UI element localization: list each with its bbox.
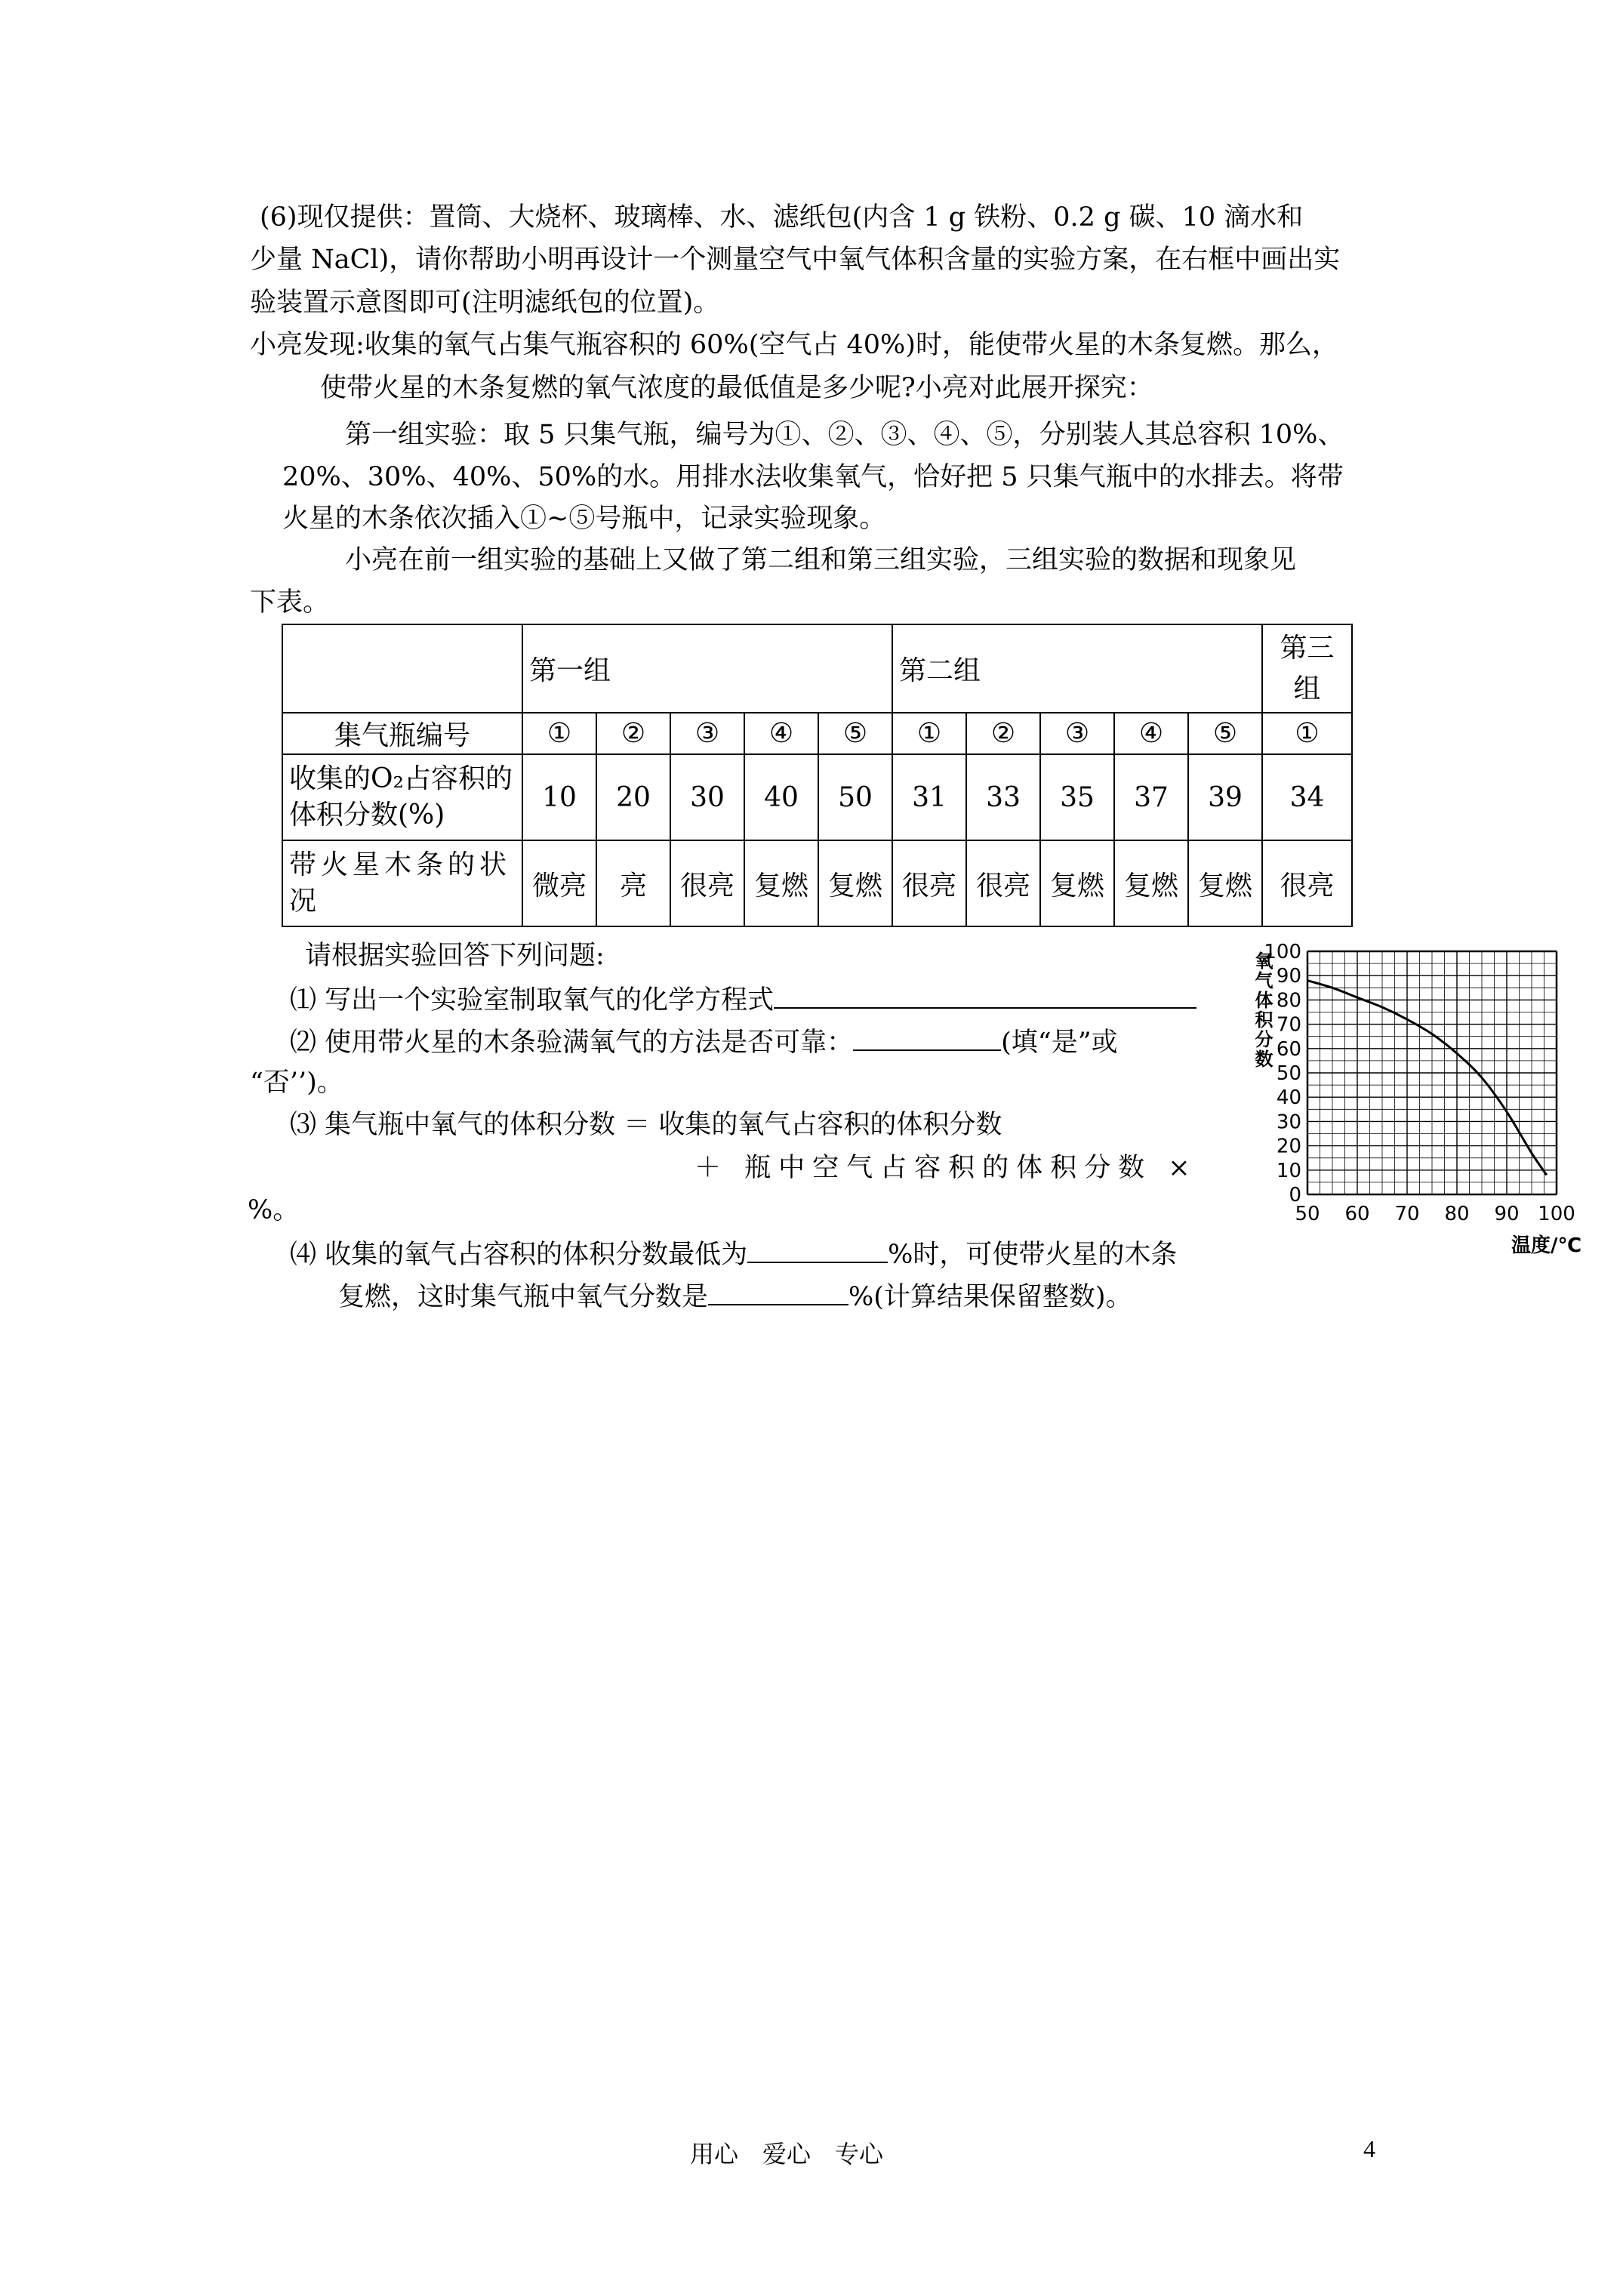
question-4-line-2: [338, 1277, 1132, 1315]
table-cell: 10: [522, 754, 596, 840]
y-tick-label: 70: [1276, 1013, 1301, 1037]
question-4-line-1: [290, 1234, 1177, 1273]
footer-text: 用心 爱心 专心: [690, 2140, 884, 2168]
question-2: [290, 1022, 1118, 1061]
row-label-status: 带火星木条的状况: [282, 840, 522, 926]
question-2-hint: (填“是”或: [1001, 1028, 1118, 1058]
table-cell: 31: [892, 754, 966, 840]
table-cell: ①: [1262, 713, 1352, 754]
y-tick-label: 10: [1276, 1159, 1301, 1182]
x-tick-label: 50: [1295, 1203, 1320, 1225]
table-cell: 40: [744, 754, 818, 840]
row-label-bottle-no: 集气瓶编号: [282, 713, 522, 754]
q6-line-3: 验装置示意图即可(注明滤纸包的位置)。: [250, 288, 720, 318]
answer-blank-4a[interactable]: [747, 1234, 888, 1263]
y-tick-label: 100: [1264, 941, 1301, 963]
table-cell: 复燃: [1188, 840, 1262, 926]
table-cell: 33: [966, 754, 1040, 840]
page-number: 4: [1363, 2135, 1375, 2162]
y-tick-label: 40: [1276, 1086, 1301, 1110]
table-cell: 34: [1262, 754, 1352, 840]
table-cell: ③: [670, 713, 744, 754]
table-cell: ①: [522, 713, 596, 754]
table-cell: ④: [744, 713, 818, 754]
x-tick-label: 80: [1444, 1203, 1470, 1225]
y-tick-label: 0: [1289, 1184, 1301, 1207]
table-cell: 亮: [596, 840, 670, 926]
question-1-text: ⑴ 写出一个实验室制取氧气的化学方程式: [290, 985, 775, 1015]
bottle-number-row: [282, 713, 1352, 754]
question-4-text-b: %时，可使带火星的木条: [888, 1240, 1178, 1270]
q6-line-2: 少量 NaCl)，请你帮助小明再设计一个测量空气中氧气体积含量的实验方案，在右框中画出实: [250, 245, 1341, 275]
table-cell: 39: [1188, 754, 1262, 840]
data-table: [282, 624, 1353, 927]
table-cell: 35: [1040, 754, 1114, 840]
table-cell: 复燃: [818, 840, 892, 926]
table-cell: 很亮: [892, 840, 966, 926]
y-tick-label: 30: [1276, 1111, 1301, 1134]
exp-line-1: 第一组实验：取 5 只集气瓶，编号为①、②、③、④、⑤，分别装人其总容积 10%、: [345, 420, 1344, 450]
question-2-end: “否’’)。: [250, 1068, 343, 1098]
intro-line-2: 使带火星的木条复燃的氧气浓度的最低值是多少呢?小亮对此展开探究：: [320, 373, 1153, 403]
table-cell: ③: [1040, 713, 1114, 754]
y-tick-label: 50: [1276, 1062, 1301, 1085]
question-1: [290, 980, 1196, 1019]
group-header-3: 第三组: [1262, 624, 1352, 713]
exp-line-3: 火星的木条依次插入①~⑤号瓶中，记录实验现象。: [282, 504, 886, 534]
question-3-line-2: ＋ 瓶中空气占容积的体积分数 ×: [694, 1153, 1198, 1183]
table-cell: ⑤: [1188, 713, 1262, 754]
question-3-end: %。: [248, 1195, 300, 1225]
exp-line-4: 小亮在前一组实验的基础上又做了第二组和第三组实验，三组实验的数据和现象见: [345, 545, 1297, 575]
table-cell: 37: [1114, 754, 1188, 840]
x-tick-label: 90: [1494, 1203, 1520, 1225]
table-cell: 很亮: [1262, 840, 1352, 926]
group-header-1: 第一组: [522, 624, 892, 713]
chart-grid: [1307, 951, 1557, 1194]
group-header-2: 第二组: [892, 624, 1262, 713]
question-prompt: 请根据实验回答下列问题:: [305, 941, 605, 971]
table-cell: 复燃: [1114, 840, 1188, 926]
answer-blank-4b[interactable]: [708, 1277, 848, 1305]
y-tick-label: 60: [1276, 1037, 1301, 1061]
q6-line-1: (6)现仅提供：置筒、大烧杯、玻璃棒、水、滤纸包(内含 1 g 铁粉、0.2 g 碳、10 滴水和: [260, 202, 1304, 233]
question-2-text: ⑵ 使用带火星的木条验满氧气的方法是否可靠：: [290, 1028, 854, 1058]
table-cell: ⑤: [818, 713, 892, 754]
table-cell: 20: [596, 754, 670, 840]
y-tick-label: 90: [1276, 965, 1301, 988]
table-cell: 30: [670, 754, 744, 840]
x-axis-label: 温度/℃: [1511, 1234, 1581, 1257]
x-tick-label: 60: [1344, 1203, 1370, 1225]
answer-blank-1[interactable]: [774, 980, 1196, 1009]
x-tick-label: 100: [1538, 1203, 1575, 1225]
table-cell: 复燃: [744, 840, 818, 926]
y-axis-label: 氧气体积分数: [1252, 951, 1273, 1069]
y-tick-label: 80: [1276, 989, 1301, 1012]
question-4-text-c: 复燃，这时集气瓶中氧气分数是: [338, 1282, 709, 1312]
question-4-text-d: %(计算结果保留整数)。: [848, 1282, 1132, 1312]
table-cell: 很亮: [670, 840, 744, 926]
oxygen-temperature-chart: [1246, 936, 1593, 1261]
o2-fraction-row: [282, 754, 1352, 840]
table-cell: ②: [966, 713, 1040, 754]
intro-line-1: 小亮发现:收集的氧气占集气瓶容积的 60%(空气占 40%)时，能使带火星的木条复燃。那么，: [250, 330, 1338, 360]
question-3-line-1: ⑶ 集气瓶中氧气的体积分数 ＝ 收集的氧气占容积的体积分数: [290, 1110, 1002, 1140]
table-cell: 微亮: [522, 840, 596, 926]
table-cell: ④: [1114, 713, 1188, 754]
y-tick-label: 20: [1276, 1135, 1301, 1158]
exp-line-5: 下表。: [250, 587, 330, 618]
table-cell: 50: [818, 754, 892, 840]
row-label-o2-fraction: 收集的O₂占容积的体积分数(%): [282, 754, 522, 840]
x-tick-labels: [1295, 1203, 1575, 1225]
corner-cell: [282, 624, 522, 713]
group-header-row: [282, 624, 1352, 713]
status-row: [282, 840, 1352, 926]
x-tick-label: 70: [1394, 1203, 1420, 1225]
exp-line-2: 20%、30%、40%、50%的水。用排水法收集氧气，恰好把 5 只集气瓶中的水排去。将带: [282, 462, 1344, 492]
table-cell: 很亮: [966, 840, 1040, 926]
answer-blank-2[interactable]: [853, 1022, 1001, 1051]
table-cell: 复燃: [1040, 840, 1114, 926]
question-4-text: ⑷ 收集的氧气占容积的体积分数最低为: [290, 1240, 748, 1270]
table-cell: ②: [596, 713, 670, 754]
table-cell: ①: [892, 713, 966, 754]
